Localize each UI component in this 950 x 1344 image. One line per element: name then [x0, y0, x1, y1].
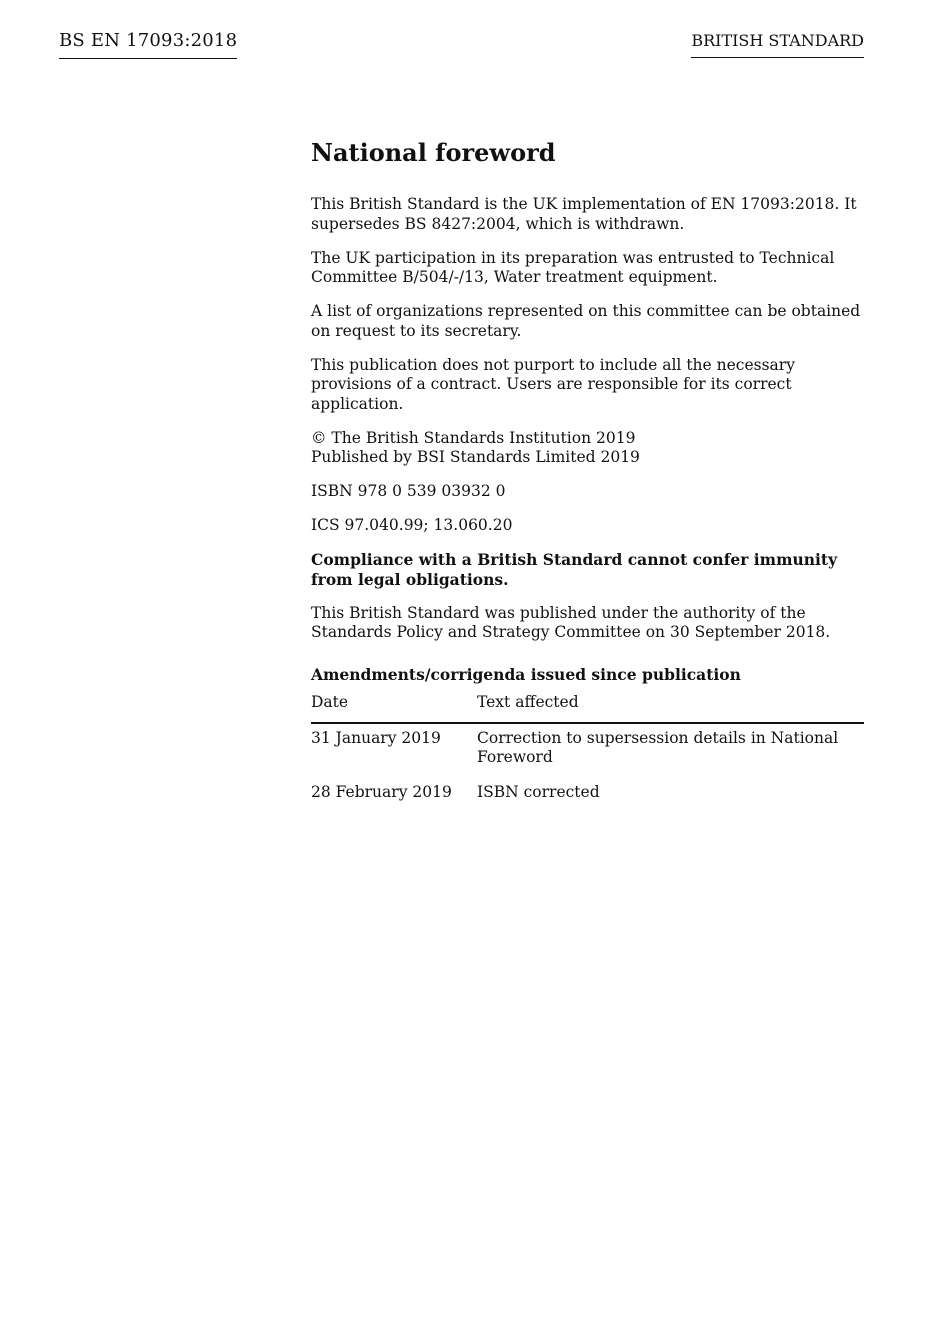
- document-type: BRITISH STANDARD: [691, 31, 864, 58]
- amendment-date: 28 February 2019: [311, 782, 452, 801]
- participation-paragraph: The UK participation in its preparation was entrusted to Technical Committee B/504/-/13, Water treatment equipment.: [311, 248, 835, 286]
- amendments-table: [311, 693, 864, 802]
- table-row: [311, 723, 864, 783]
- amendments-title: Amendments/corrigenda issued since publication: [311, 664, 741, 684]
- column-header-date: Date: [311, 693, 477, 723]
- authority-paragraph: This British Standard was published under the authority of the Standards Policy and Strategy Committee on 30 September 2018.: [311, 603, 831, 641]
- compliance-statement: Compliance with a British Standard cannot confer immunity from legal obligations.: [311, 550, 838, 589]
- document-number: BS EN 17093:2018: [59, 30, 237, 59]
- copyright-block: [311, 429, 864, 468]
- amendment-text: ISBN corrected: [477, 782, 600, 801]
- copyright-line: © The British Standards Institution 2019: [311, 428, 636, 447]
- provisions-paragraph: This publication does not purport to include all the necessary provisions of a contract. Users are responsible for its correct application.: [311, 355, 795, 413]
- isbn: ISBN 978 0 539 03932 0: [311, 482, 506, 500]
- table-row: [311, 783, 864, 803]
- publisher-line: Published by BSI Standards Limited 2019: [311, 448, 640, 466]
- page-title: National foreword: [311, 138, 556, 167]
- ics: ICS 97.040.99; 13.060.20: [311, 516, 513, 534]
- implementation-paragraph: This British Standard is the UK implementation of EN 17093:2018. It supersedes BS 8427:2004, which is withdrawn.: [311, 195, 857, 233]
- amendment-text: Correction to supersession details in National Foreword: [477, 728, 839, 766]
- table-header-row: [311, 693, 864, 723]
- amendment-date: 31 January 2019: [311, 728, 441, 747]
- organizations-paragraph: A list of organizations represented on this committee can be obtained on request to its secretary.: [311, 302, 861, 340]
- foreword-content: [311, 136, 864, 802]
- column-header-text-affected: Text affected: [477, 693, 864, 723]
